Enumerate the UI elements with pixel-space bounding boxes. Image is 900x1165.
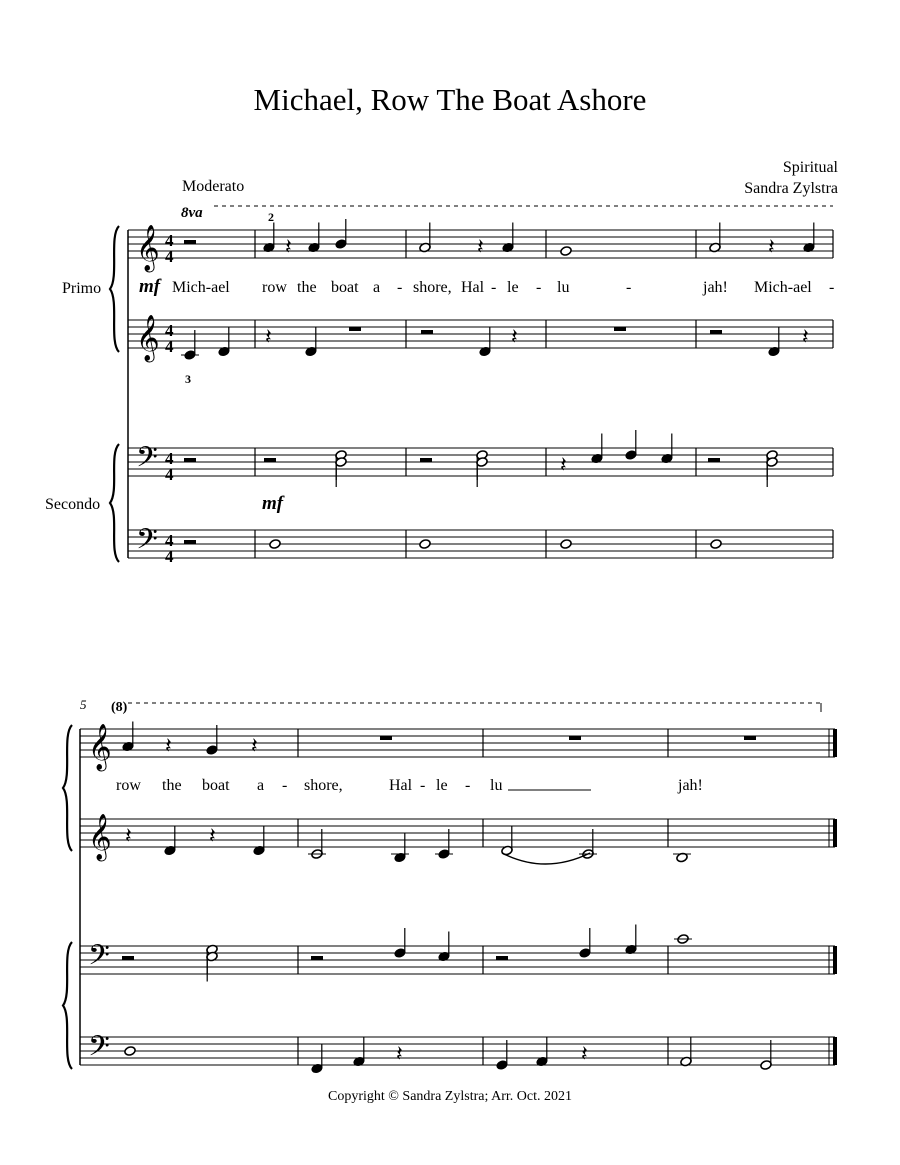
whole-rest <box>744 736 756 740</box>
whole-rest <box>614 327 626 331</box>
treble-clef: 𝄞 <box>88 814 112 859</box>
lyric: jah! <box>678 777 703 794</box>
lyric: Hal <box>461 279 485 296</box>
style-credit: Spiritual <box>782 159 838 176</box>
notehead <box>710 539 722 550</box>
lyric: Hal <box>389 777 413 794</box>
half-rest <box>421 330 433 334</box>
lyric: jah! <box>703 279 728 296</box>
quarter-rest: 𝄽 <box>396 1041 403 1066</box>
lyric: - <box>282 777 288 794</box>
treble-clef: 𝄞 <box>136 315 160 360</box>
lyric: - <box>420 777 426 794</box>
notehead <box>269 539 281 550</box>
lyric: row <box>262 279 287 296</box>
lyric: - <box>626 279 632 296</box>
dynamic-mf-primo: mf <box>139 276 161 297</box>
quarter-rest: 𝄽 <box>511 324 518 349</box>
fingering-2: 2 <box>268 210 274 224</box>
primo-label: Primo <box>62 280 102 297</box>
lyric: a <box>257 777 265 794</box>
treble-clef: 𝄞 <box>136 225 160 270</box>
bass-clef: 𝄢 <box>136 525 158 562</box>
bass-clef: 𝄢 <box>88 941 110 978</box>
lyric: - <box>829 279 835 296</box>
quarter-rest: 𝄽 <box>768 234 775 259</box>
quarter-rest: 𝄽 <box>285 234 292 259</box>
half-rest <box>420 458 432 462</box>
notehead <box>124 1046 136 1057</box>
timesig-primo-lower-top: 4 <box>165 321 174 340</box>
lyric: Mich-ael <box>172 279 230 296</box>
timesig-secondo-lower-top: 4 <box>165 531 174 550</box>
half-rest <box>710 330 722 334</box>
copyright-notice: Copyright © Sandra Zylstra; Arr. Oct. 2021 <box>328 1089 572 1104</box>
quarter-rest: 𝄽 <box>251 733 258 758</box>
notehead <box>560 246 572 257</box>
ottava-mark: 8va <box>181 205 203 221</box>
quarter-rest: 𝄽 <box>477 234 484 259</box>
lyric: lu <box>557 279 570 296</box>
half-rest <box>496 956 508 960</box>
lyric: shore, <box>413 279 452 296</box>
secondo-label: Secondo <box>45 496 101 513</box>
quarter-rest: 𝄽 <box>802 324 809 349</box>
quarter-rest: 𝄽 <box>560 452 567 477</box>
notehead <box>419 539 431 550</box>
bass-clef: 𝄢 <box>136 443 158 480</box>
timesig-secondo-upper-top: 4 <box>165 449 174 468</box>
lyric: the <box>162 777 182 794</box>
treble-clef: 𝄞 <box>88 724 112 769</box>
quarter-rest: 𝄽 <box>165 733 172 758</box>
quarter-rest: 𝄽 <box>265 324 272 349</box>
lyric: - <box>536 279 542 296</box>
half-rest <box>264 458 276 462</box>
timesig-primo-upper-bottom: 4 <box>165 247 174 266</box>
staff-brace <box>110 444 119 562</box>
half-rest <box>184 240 196 244</box>
dynamic-mf-secondo: mf <box>262 493 284 514</box>
timesig-primo-lower-bottom: 4 <box>165 337 174 356</box>
staff-brace <box>110 226 119 352</box>
score-title: Michael, Row The Boat Ashore <box>253 82 647 117</box>
staff-brace <box>63 942 72 1069</box>
lyric: boat <box>331 279 359 296</box>
lyric: boat <box>202 777 230 794</box>
half-rest <box>122 956 134 960</box>
lyric: shore, <box>304 777 343 794</box>
half-rest <box>708 458 720 462</box>
ottava-continued-mark: (8) <box>111 700 128 715</box>
measure-number-5: 5 <box>80 697 87 712</box>
lyric: Mich-ael <box>754 279 812 296</box>
lyric: le <box>507 279 519 296</box>
quarter-rest: 𝄽 <box>209 823 216 848</box>
lyric: le <box>436 777 448 794</box>
bass-clef: 𝄢 <box>88 1032 110 1069</box>
whole-rest <box>380 736 392 740</box>
fingering-3: 3 <box>185 372 191 386</box>
lyric: row <box>116 777 141 794</box>
notehead <box>560 539 572 550</box>
lyric: - <box>465 777 471 794</box>
staff-brace <box>63 725 72 851</box>
whole-rest <box>349 327 361 331</box>
lyric: lu <box>490 777 503 794</box>
lyric: - <box>397 279 403 296</box>
half-rest <box>311 956 323 960</box>
half-rest <box>184 458 196 462</box>
tempo-marking: Moderato <box>182 178 245 195</box>
whole-rest <box>569 736 581 740</box>
timesig-primo-upper-top: 4 <box>165 231 174 250</box>
lyric: - <box>491 279 497 296</box>
timesig-secondo-lower-bottom: 4 <box>165 547 174 566</box>
tie <box>502 853 590 864</box>
half-rest <box>184 540 196 544</box>
timesig-secondo-upper-bottom: 4 <box>165 465 174 484</box>
lyric: a <box>373 279 381 296</box>
lyric: the <box>297 279 317 296</box>
quarter-rest: 𝄽 <box>125 823 132 848</box>
composer-credit: Sandra Zylstra <box>744 180 838 197</box>
quarter-rest: 𝄽 <box>581 1041 588 1066</box>
